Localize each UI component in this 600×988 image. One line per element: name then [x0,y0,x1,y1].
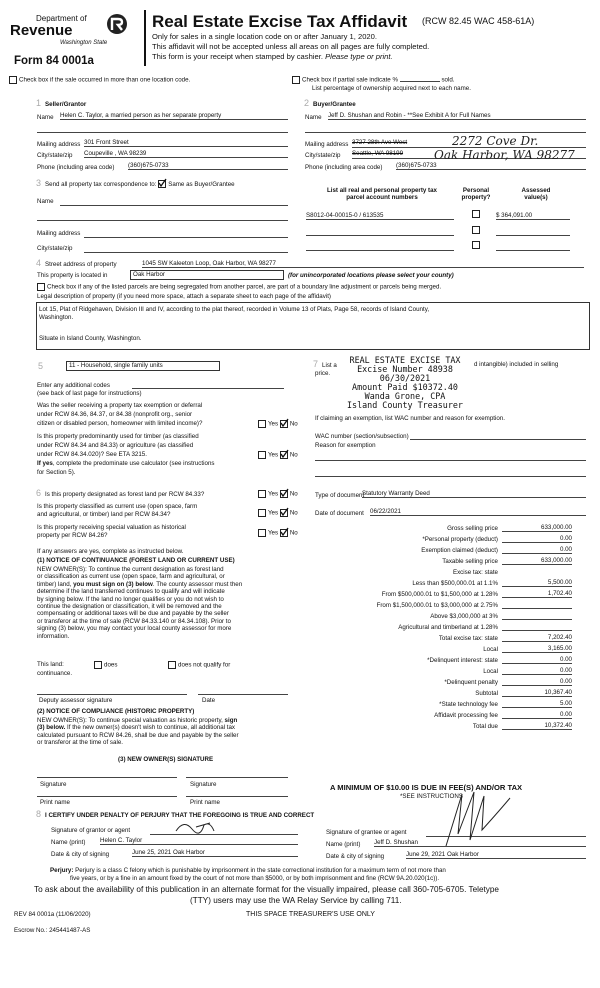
treasurer-use-label: THIS SPACE TREASURER'S USE ONLY [246,911,375,918]
reason-label: Reason for exemption [315,442,376,449]
form-title: Real Estate Excise Tax Affidavit [152,12,408,31]
check-mark-icon [158,179,166,187]
signature-label-1: Signature [40,781,67,788]
deputy-date-field[interactable] [198,694,288,695]
doc-date-label: Date of document [315,510,364,517]
q6-1-answer[interactable]: Yes No [258,490,298,498]
same-as-buyer-checkbox[interactable] [158,180,166,188]
signature-label-2: Signature [190,781,217,788]
seller-city-field[interactable]: Coupeville , WA 98239 [84,150,288,158]
accessibility-note-1: To ask about the availability of this publication in an alternate format for the visually impaired, please call 360-705-6705. Teletype [34,885,499,894]
seller-name-field[interactable]: Helen C. Taylor, a married person as her separate property [60,112,288,120]
buyer-name-label: Name [305,114,322,121]
compliance-text: NEW OWNER(S): To continue special valuation as historic property, sign (3) below. If the new owner(s) doesn't wish to continue, all additional tax calculated pursuant to RCW 84.26, shall be due and payable by the seller or transferor at the time of sale. [37,717,239,747]
reason-field-2[interactable] [315,476,586,477]
form-number: Form 84 0001a [14,55,94,67]
parcel-row-1[interactable]: S8012-04-00015-0 / 613535 [306,212,454,220]
q5-1a: Was the seller receiving a property tax exemption or deferral [37,402,203,409]
legal-line-3: Situate in Island County, Washington. [39,335,142,342]
corr-mail-field[interactable] [84,237,288,238]
codes-label-1: Enter any additional codes [37,382,110,389]
deputy-date-label: Date [202,697,216,704]
buyer-mail-field[interactable]: 3727 28th Ave West [352,139,586,148]
corr-name-label: Name [37,198,54,205]
doc-date-field[interactable]: 06/22/2021 [370,508,586,516]
corr-name-field[interactable] [60,205,288,206]
street-field[interactable]: 1045 SW Kaleeton Loop, Oak Harbor, WA 98277 [142,260,584,268]
personal-checkbox-1[interactable] [472,210,480,218]
codes-field[interactable] [132,388,284,389]
partial-sale-sub: List percentage of ownership acquired next to each name. [312,85,471,92]
calc-row: Gross selling price 633,000.00 [447,523,572,532]
claim-exemption-note: If claiming an exemption, list WAC number and reason for exemption. [315,415,505,422]
q5-1-no-checkbox[interactable] [280,420,288,428]
answers-note: If any answers are yes, complete as instructed below. [37,548,184,555]
grantor-name-label: Name (print) [51,839,86,846]
grantee-name-label: Name (print) [326,841,361,848]
segregated-row[interactable]: Check box if any of the listed parcels are being segregated from another parcel, are part of a boundary line adjustment or parcels being merged. [37,283,441,291]
personal-col-header: Personal property? [461,187,491,202]
buyer-mail-label: Mailing address [305,141,349,148]
owner-print-2[interactable] [186,796,288,797]
doc-type-label: Type of document [315,492,365,499]
revision-label: REV 84 0001a (11/06/2020) [14,911,91,918]
check-mark-icon [280,508,288,516]
legal-line-2: Washington. [39,314,74,321]
header-note-2: This affidavit will not be accepted unless all areas on all pages are fully completed. [152,42,430,51]
grantor-signature-scribble [174,817,224,837]
owner-signature-1[interactable] [37,777,177,778]
multi-location-checkbox[interactable] [9,76,17,84]
does-checkbox[interactable] [94,661,102,669]
q5-2-no-checkbox[interactable] [280,451,288,459]
check-mark-icon [280,528,288,536]
buyer-name-field[interactable]: Jeff D. Shushan and Robin - **See Exhibit A for Full Names [328,112,586,120]
wac-field[interactable] [410,439,586,440]
accessibility-note-2: (TTY) users may use the WA Relay Service by calling 711. [190,896,402,905]
seller-mail-label: Mailing address [37,141,81,148]
compliance-heading: (2) NOTICE OF COMPLIANCE (HISTORIC PROPERTY) [37,708,195,715]
calc-row: Local 3,165.00 [483,644,572,653]
deputy-signature-label: Deputy assessor signature [39,697,113,704]
q6-3a: Is this property receiving special valuation as historical [37,524,186,531]
calc-row: Exemption claimed (deduct) 0.00 [421,545,572,554]
section7-list-row: 7 List a [313,359,337,369]
q5-2b: under RCW 84.34 and 84.33) or agriculture (as classified [37,442,194,449]
new-owner-heading: (3) NEW OWNER(S) SIGNATURE [118,756,214,763]
calc-row: From $1,500,000.01 to $3,000,000 at 2.75% [300,598,572,609]
q6-3b: property per RCW 84.26? [37,532,108,539]
header-note-3: This form is your receipt when stamped by cashier. Please type or print. [152,52,393,61]
continuance-text: NEW OWNER(S): To continue the current designation as forest land or classification as current use (open space, farm and agricultural, or timber) land, you must sign on (3) below. The county assessor must then determine if the land transferred continues to qualify and will indicate by signing below. If the land no longer qualifies or you do not wish to continue the designation or classification, it will be removed and the compensating or additional taxes will be due and payable by the seller or transferor at the time of sale (RCW 84.33.140 or 84.34.108). Prior to signing (3) below, you may contact your local county assessor for more information. [37,566,243,640]
q6-2-no-checkbox[interactable] [280,509,288,517]
calc-row: Affidavit processing fee 0.00 [434,710,572,719]
assessed-col-header: Assessed value(s) [521,187,551,202]
q5-1b: under RCW 84.36, 84.37, or 84.38 (nonprofit org., senior [37,411,193,418]
q5-1-yes-checkbox[interactable] [258,420,266,428]
calc-row: Taxable selling price 633,000.00 [442,556,572,565]
q5-2a: Is this property predominantly used for timber (as classified [37,433,199,440]
grantor-date-label: Date & city of signing [51,851,110,858]
seller-heading: 1 Seller/Grantor [36,98,87,108]
seller-phone-label: Phone (including area code) [37,164,115,171]
legal-line-1: Lot 15, Plat of Ridgehaven, Division III and IV, according to the plat thereof, recorded in Volume 13 of Plats, Page 58, records of Island County, [39,306,430,313]
perjury-notice-2: five years, or by a fine in an amount fixed by the court of not more than $5000, or by both imprisonment and fine (RCW 9A.20.020(1c)). [70,875,440,882]
correspondence-row: 3 Send all property tax correspondence to: Same as Buyer/Grantee [36,178,235,188]
q6-2-yes-checkbox[interactable] [258,509,266,517]
this-land-label: This land: [37,661,64,668]
q6-1-no-checkbox[interactable] [280,490,288,498]
buyer-phone-label: Phone (including area code) [305,164,383,171]
q6-1: 6 Is this property designated as forest land per RCW 84.33? [36,488,205,498]
continuance-heading: (1) NOTICE OF CONTINUANCE (FOREST LAND OR CURRENT USE) [37,557,235,564]
legal-description-box[interactable] [36,302,590,350]
calc-row: Local 0.00 [483,666,572,675]
buyer-heading: 2 Buyer/Grantee [304,98,356,108]
calc-row: From $500,000.01 to $1,500,000 at 1.28% 1,702.40 [381,589,572,598]
seller-mail-field[interactable]: 301 Front Street [84,139,288,147]
q5-2e: for Section 5). [37,469,76,476]
header-note-1: Only for sales in a single location code on or after January 1, 2020. [152,32,377,41]
buyer-city-field[interactable]: Seattle, WA 98199 [352,150,586,159]
q5-2-yes-checkbox[interactable] [258,451,266,459]
calc-row: Above $3,000,000 at 3% [300,609,572,620]
check-mark-icon [280,450,288,458]
multi-location-check-row[interactable]: Check box if the sale occurred in more than one location code. [9,76,190,84]
grantor-date-field[interactable]: June 25, 2021 Oak Harbor [132,849,298,857]
grantor-signature-field[interactable] [150,834,298,835]
calc-row: Total due 10,372.40 [472,721,572,730]
deputy-signature-field[interactable] [37,694,187,695]
street-row: 4 Street address of property [36,258,117,268]
q6-3-yes-checkbox[interactable] [258,529,266,537]
corr-city-label: City/state/zip [37,245,73,252]
calc-row: *Delinquent interest: state 0.00 [427,655,572,664]
calc-row: *Delinquent penalty 0.00 [444,677,572,686]
corr-blank-line[interactable] [37,220,288,221]
parcel-row-3[interactable] [306,250,454,251]
q5-2c: under RCW 84.34.020)? See ETA 3215. [37,451,147,458]
corr-mail-label: Mailing address [37,230,81,237]
certify-heading: 8 I CERTIFY UNDER PENALTY OF PERJURY THAT THE FOREGOING IS TRUE AND CORRECT [36,809,315,819]
seller-name-label: Name [37,114,54,121]
check-mark-icon [280,419,288,427]
grantor-name-field[interactable]: Helen C. Taylor [100,837,298,845]
parcel-col-header: List all real and personal property tax parcel account numbers [326,187,438,202]
calc-row: Less than $500,000.01 at 1.1% 5,500.00 [412,578,572,587]
seller-phone-field[interactable]: (360)675-0733 [128,162,288,170]
calc-row: Excise tax: state [452,568,498,576]
grantor-signature-label: Signature of grantor or agent [51,827,131,834]
partial-percent-field[interactable] [400,81,440,82]
q6-2b: and agricultural, or timber) land per RCW 84.34? [37,511,171,518]
perjury-notice: Perjury: Perjury is a class C felony which is punishable by imprisonment in the state correctional institution for a maximum term of not more than [50,867,446,874]
calc-row: *State technology fee 5.00 [439,699,572,708]
legal-label: Legal description of property (if you need more space, attach a separate sheet to each page of the affidavit) [37,293,331,300]
section7-price: price. [315,370,331,377]
q6-1-yes-checkbox[interactable] [258,490,266,498]
q6-3-no-checkbox[interactable] [280,529,288,537]
buyer-city-label: City/state/zip [305,152,341,159]
buyer-blank-line[interactable] [305,132,586,133]
segregated-checkbox[interactable] [37,283,45,291]
wac-label: WAC number (section/subsection) [315,433,409,440]
calc-row: Agricultural and timberland at 1.28% [300,620,572,631]
see-instructions: *SEE INSTRUCTIONS [400,793,463,800]
check-mark-icon [280,489,288,497]
form-rcw: (RCW 82.45 WAC 458-61A) [422,16,535,26]
codes-label-2: (see back of last page for instructions) [37,390,142,397]
buyer-city-handwritten: Oak Harbor, WA 98277 [434,148,575,162]
does-option[interactable]: does [94,661,117,669]
located-note: (for unincorporated locations please select your county) [288,272,454,279]
continuance-label: continuance. [37,670,73,677]
seller-blank-line[interactable] [37,132,288,133]
does-not-checkbox[interactable] [168,661,176,669]
calc-row: *Personal property (deduct) 0.00 [422,534,572,543]
assessed-row-1[interactable]: $ 364,091.00 [496,212,570,220]
q6-2-answer[interactable]: Yes No [258,509,298,517]
buyer-mail-handwritten: 2272 Cove Dr. [452,134,539,148]
tax-calculation-table [300,521,572,730]
grantee-date-field[interactable]: June 29, 2021 Oak Harbor [406,851,586,859]
excise-tax-stamp: REAL ESTATE EXCISE TAX Excise Number 48938 06/30/2021 Amount Paid $10372.40 Wanda Grone, CPA Island County Treasurer [347,355,463,410]
q5-1-answer[interactable]: Yes No [258,420,298,428]
reason-field-1[interactable] [315,460,586,461]
grantee-date-label: Date & city of signing [326,853,385,860]
partial-sale-check-row[interactable]: Check box if partial sale indicate % sold. [292,76,455,84]
section5-num: 5 [38,361,44,371]
land-use-select[interactable]: 11 - Household, single family units [66,361,220,371]
personal-checkbox-3[interactable] [472,241,480,249]
dor-logo-icon [106,12,128,36]
q6-2a: Is this property classified as current use (open space, farm [37,503,198,510]
parcel-row-2[interactable] [306,235,454,236]
grantee-name-field[interactable]: Jeff D. Shushan [374,839,586,847]
dept-line1: Department of [36,14,87,23]
does-not-option[interactable]: does not qualify for [168,661,230,669]
print-name-label-2: Print name [190,799,220,806]
doc-type-field[interactable]: Statutory Warranty Deed [362,490,586,498]
dept-line2: Revenue [10,22,73,39]
calc-row: Total excise tax: state 7,202.40 [438,633,572,642]
q5-2-answer[interactable]: Yes No [258,451,298,459]
header-divider [144,10,146,66]
minimum-due-note: A MINIMUM OF $10.00 IS DUE IN FEE(S) AND/OR TAX [330,783,523,792]
owner-signature-2[interactable] [186,777,288,778]
dor-logo [8,12,128,56]
grantee-signature-label: Signature of grantee or agent [326,829,407,836]
seller-city-label: City/state/zip [37,152,73,159]
dept-line3: Washington State [60,40,108,46]
calc-row: Subtotal 10,367.40 [475,688,572,697]
personal-checkbox-2[interactable] [472,226,480,234]
escrow-number: Escrow No.: 245441487-AS [14,927,91,934]
located-label: This property is located in [37,272,108,279]
corr-city-field[interactable] [84,252,288,253]
buyer-phone-field[interactable]: (360)675-0733 [396,162,586,170]
q5-2d: If yes, complete the predominate use calculator (see instructions [37,460,215,467]
q6-3-answer[interactable]: Yes No [258,529,298,537]
section7-list-b: d intangible) included in selling [474,361,559,368]
assessed-row-2[interactable] [496,235,570,236]
q5-1c: citizen or disabled person, homeowner with limited income)? [37,420,203,427]
assessed-row-3[interactable] [496,250,570,251]
owner-print-1[interactable] [37,796,177,797]
print-name-label-1: Print name [40,799,70,806]
partial-sale-checkbox[interactable] [292,76,300,84]
located-select[interactable]: Oak Harbor [130,270,284,280]
